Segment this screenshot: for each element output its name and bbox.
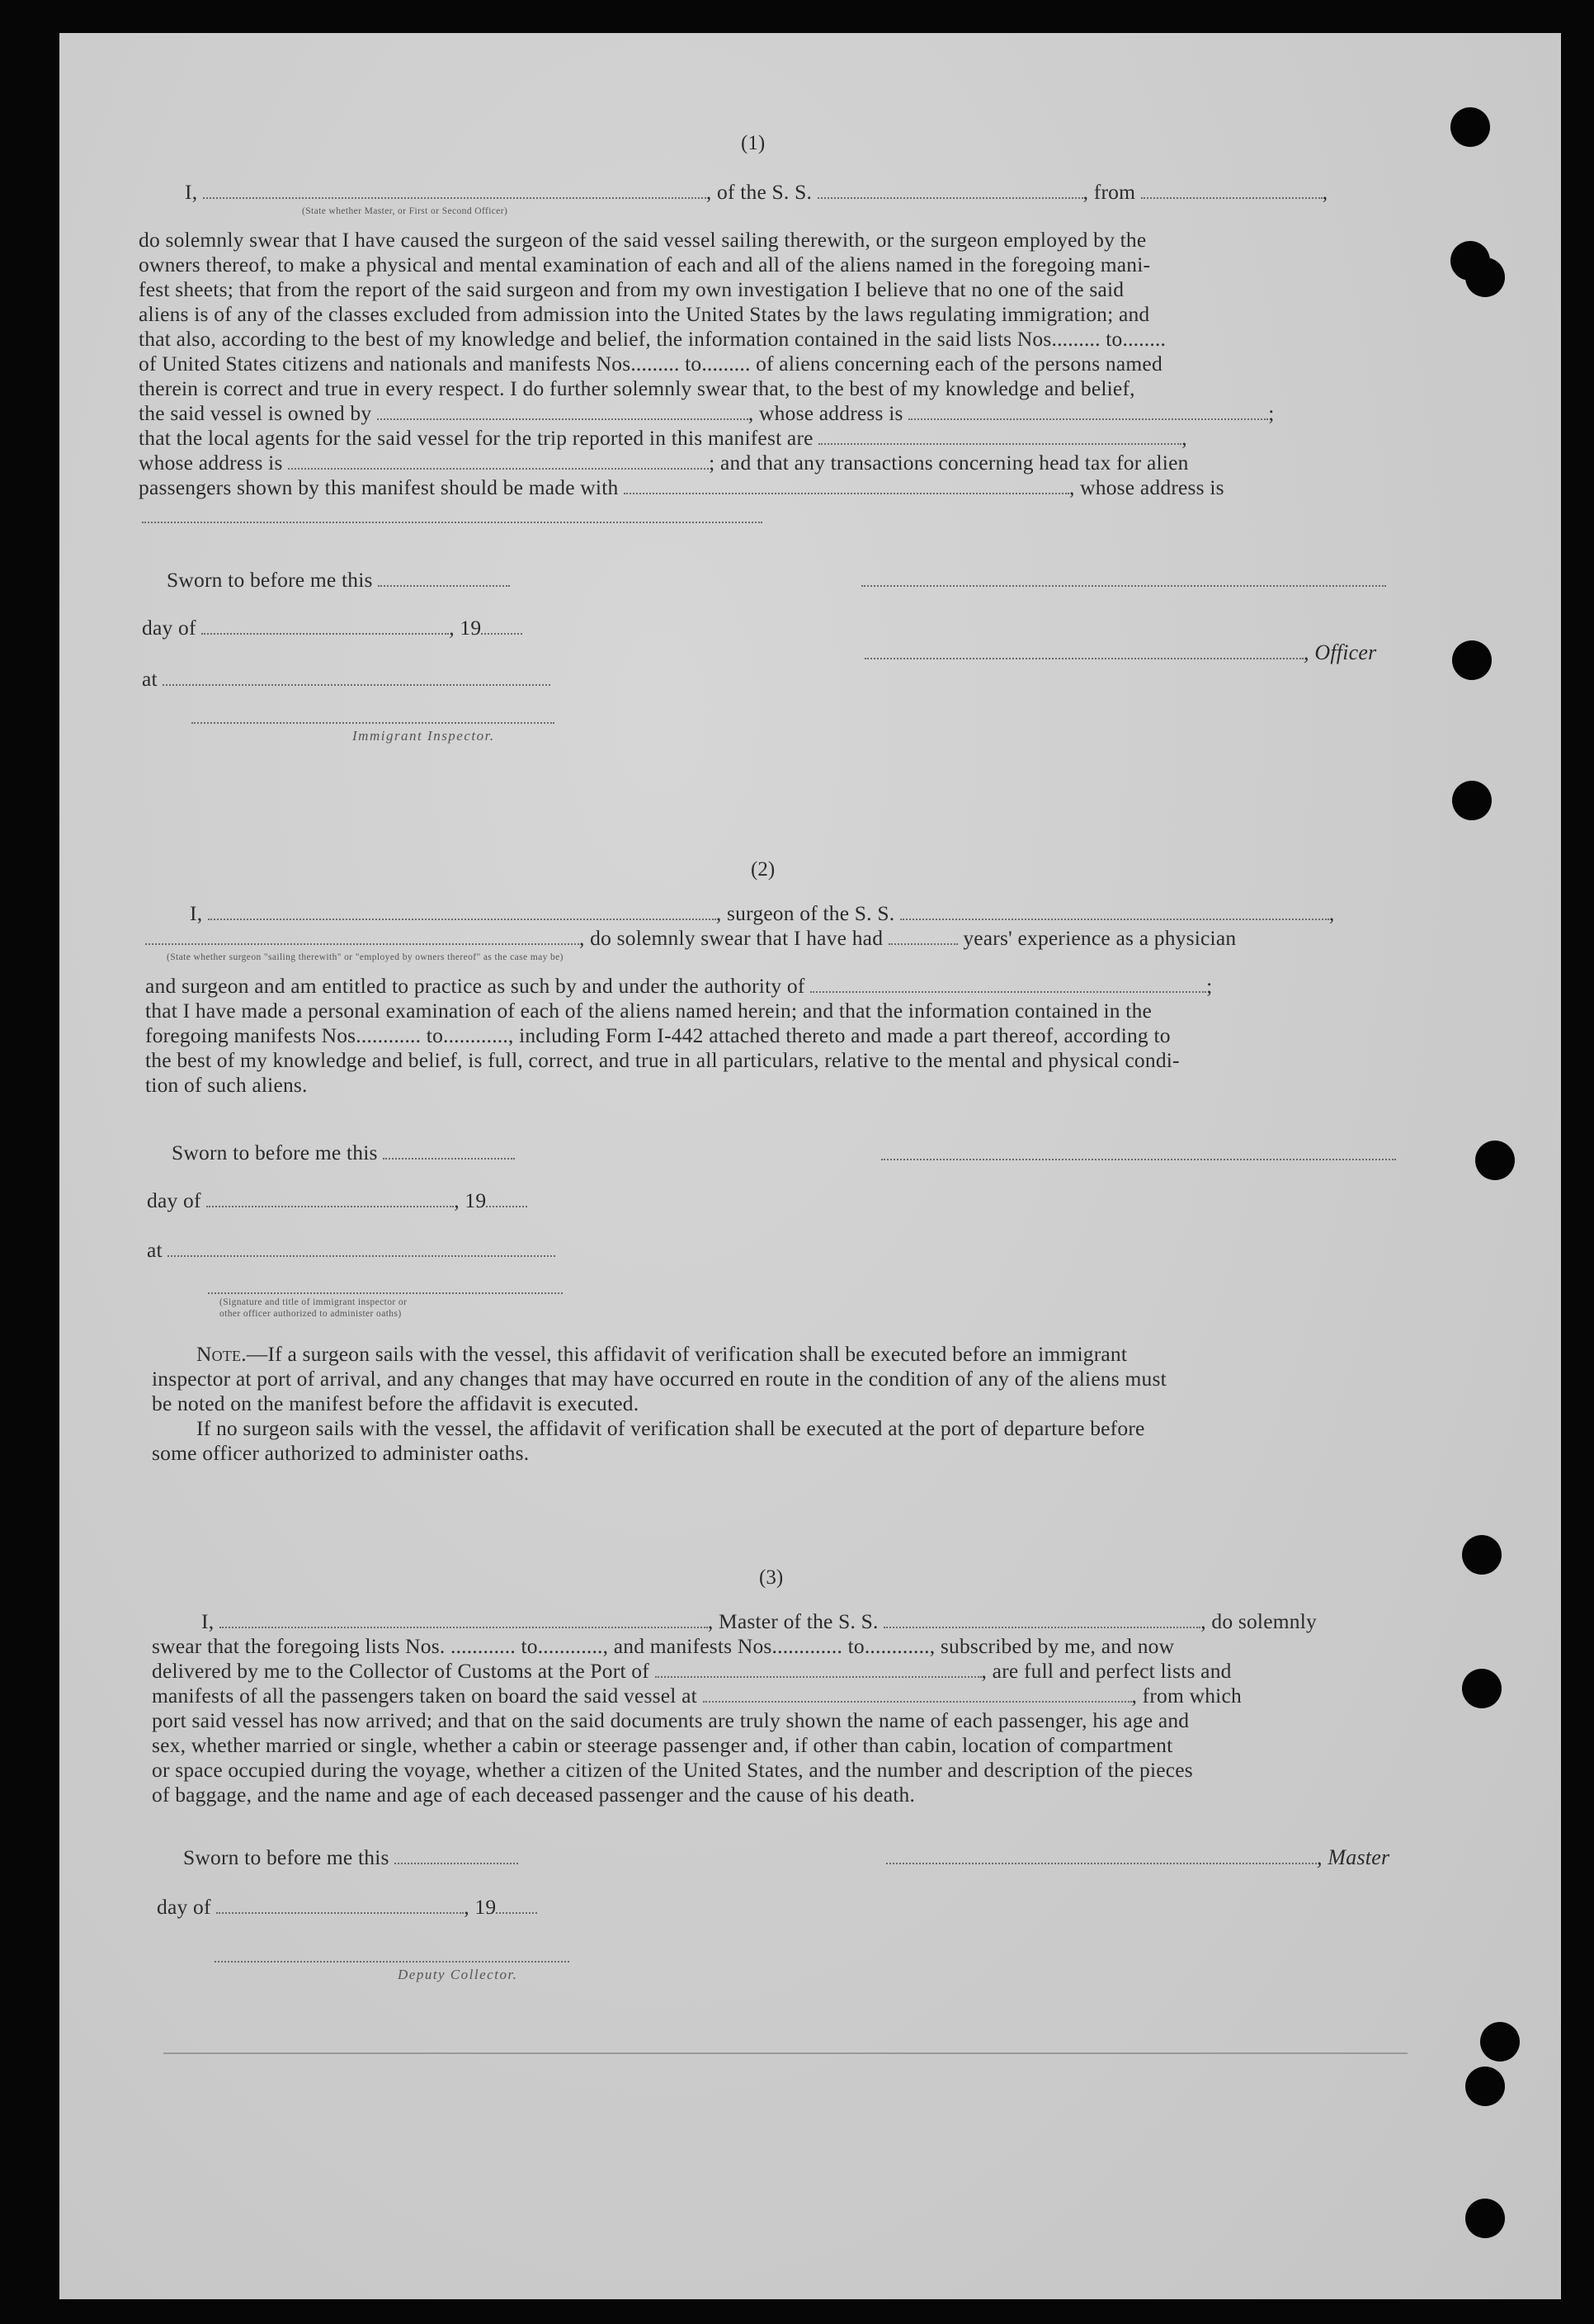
s1-rank-caption: (State whether Master, or First or Second Officer) [302,206,508,216]
s1-agents-row: that the local agents for the said vessel for the trip reported in this manifest are , [139,426,1187,450]
s3-row-3: delivered by me to the Collector of Customs at the Port of , are full and perfect lists and [152,1659,1232,1683]
s3-line-4: of baggage, and the name and age of each deceased passenger and the cause of his death. [152,1783,916,1807]
s1-officer-signature-field[interactable] [865,643,1304,659]
s2-authority-field[interactable] [810,976,1206,993]
s1-sworn-date-field[interactable] [378,570,510,587]
s3-row-2: swear that the foregoing lists Nos. ............ to............, and manifests Nos............. to............, subscribed by me, and now [152,1634,1175,1658]
s2-sworn-row: Sworn to before me this [172,1141,515,1165]
s1-headtax-row: passengers shown by this manifest should be made with , whose address is [139,475,1224,499]
s3-master-name-field[interactable] [219,1612,708,1628]
s3-collector-caption: Deputy Collector. [398,1967,518,1982]
s3-boarding-port-field[interactable] [703,1686,1132,1703]
s2-row-1: I, , surgeon of the S. S. , [190,901,1335,925]
punch-hole [1465,2067,1505,2106]
s3-year-field[interactable] [496,1897,537,1914]
s2-authority-row: and surgeon and am entitled to practice as such by and under the authority of ; [145,974,1213,998]
s1-officer-row [865,640,1376,665]
s1-from-port-field[interactable] [1141,182,1323,199]
s2-status-caption: (State whether surgeon "sailing therewith" or "employed by owners thereof" as the case may be) [167,952,564,962]
s1-line-5: that also, according to the best of my knowledge and belief, the information contained in the said lists Nos......... to........ [139,327,1167,351]
s1-of-ss-label: , of the S. S. [705,180,813,204]
s2-ship-name-field[interactable] [900,904,1329,920]
s3-ship-name-field[interactable] [884,1612,1200,1628]
s1-day-row: day of , 19 [142,616,522,640]
s3-line-2: sex, whether married or single, whether a cabin or steerage passenger and, if other than cabin, location of compartment [152,1733,1173,1757]
s2-row-2: , do solemnly swear that I have had years' experience as a physician [145,926,1236,951]
s1-agents-field[interactable] [818,428,1181,445]
s2-year-field[interactable] [486,1191,527,1207]
form-sheet [59,33,1561,2299]
s3-line-1: port said vessel has now arrived; and that on the said documents are truly shown the name of each passenger, his age and [152,1708,1190,1732]
s2-at-place-field[interactable] [167,1240,555,1257]
s2-note-line-3: be noted on the manifest before the affidavit is executed. [152,1391,639,1415]
s1-inspector-signature-field[interactable] [191,720,554,724]
punch-hole [1452,781,1492,820]
s1-headtax-address-field[interactable] [142,520,762,523]
s2-month-field[interactable] [206,1191,454,1207]
s1-owner-address-field[interactable] [908,404,1268,420]
s1-line-1: do solemnly swear that I have caused the surgeon of the said vessel sailing therewith, or the surgeon employed by the [139,228,1147,252]
s1-owner-row: the said vessel is owned by , whose address is ; [139,401,1275,425]
section-1-number: (1) [741,132,766,154]
s3-port-field[interactable] [655,1661,982,1678]
punch-hole [1465,257,1505,297]
section-3-number: (3) [759,1566,784,1589]
punch-hole [1475,1141,1515,1180]
section-2-number: (2) [751,858,776,881]
s3-sworn-row: Sworn to before me this [183,1845,518,1870]
s1-month-field[interactable] [201,618,449,635]
s2-sworn-date-field[interactable] [383,1143,515,1160]
s1-headtax-field[interactable] [624,478,1069,494]
s2-day-row: day of , 19 [147,1188,527,1213]
s2-note-line-1: Note.—If a surgeon sails with the vessel, this affidavit of verification shall be executed before an immigrant [196,1342,1128,1366]
s1-deponent-signature-field[interactable] [861,583,1386,587]
s3-day-row: day of , 19 [157,1895,537,1920]
punch-hole [1462,1669,1502,1708]
s1-owner-field[interactable] [377,404,748,420]
s1-agent-address-row: whose address is ; and that any transactions concerning head tax for alien [139,451,1189,475]
s1-line-7: therein is correct and true in every respect. I do further solemnly swear that, to the best of my knowledge and belief, [139,376,1135,400]
punch-hole [1465,2199,1505,2238]
s1-line-6: of United States citizens and nationals and manifests Nos......... to......... of aliens concerning each of the persons named [139,352,1162,376]
s2-at-row: at [147,1238,555,1263]
s3-line-3: or space occupied during the voyage, whether a citizen of the United States, and the number and description of the pieces [152,1758,1193,1782]
s2-surgeon-name-field[interactable] [208,904,716,920]
s1-oath-row: I, , of the S. S. , from , [185,180,1328,204]
s3-row-4: manifests of all the passengers taken on board the said vessel at , from which [152,1684,1242,1708]
s2-sailing-status-field[interactable] [145,928,579,945]
s2-years-field[interactable] [889,928,958,945]
s1-sworn-row: Sworn to before me this [167,568,510,593]
s3-master-row [886,1845,1389,1870]
s1-ship-name-field[interactable] [818,182,1083,199]
s2-line-4: tion of such aliens. [145,1073,308,1097]
s3-sworn-date-field[interactable] [394,1848,518,1864]
s3-row-1: I, , Master of the S. S. , do solemnly [201,1609,1317,1633]
s1-line-3: fest sheets; that from the report of the said surgeon and from my own investigation I believe that no one of the said [139,277,1125,301]
s2-line-1: that I have made a personal examination of each of the aliens named herein; and that the information contained in the [145,999,1153,1023]
s2-line-2: foregoing manifests Nos............ to............, including Form I-442 attached thereto and made a part thereof, according to [145,1023,1171,1047]
s2-sig-caption-2: other officer authorized to administer oaths) [219,1309,402,1319]
s1-at-row: at [142,667,550,692]
s1-at-place-field[interactable] [163,669,550,686]
s1-agent-address-field[interactable] [288,453,709,470]
punch-hole [1462,1535,1502,1575]
s2-line-3: the best of my knowledge and belief, is full, correct, and true in all particulars, relative to the mental and physical condi- [145,1048,1180,1072]
s1-line-2: owners thereof, to make a physical and mental examination of each and all of the aliens named in the foregoing mani- [139,253,1151,276]
punch-hole [1450,107,1490,147]
s2-surgeon-signature-field[interactable] [881,1157,1396,1160]
s1-line-4: aliens is of any of the classes excluded from admission into the United States by the laws regulating immigration; and [139,302,1150,326]
bottom-rule [163,2052,1408,2054]
s2-officer-signature-field[interactable] [208,1291,563,1294]
s1-officer-label: , Officer [1304,640,1377,664]
s1-from-label: , from [1082,180,1136,204]
s2-note-line-5: some officer authorized to administer oaths. [152,1441,530,1465]
s3-master-signature-field[interactable] [886,1848,1317,1864]
punch-hole [1480,2022,1520,2062]
note-label: Note. [196,1342,247,1366]
s1-year-field[interactable] [481,618,522,635]
s2-note-line-4: If no surgeon sails with the vessel, the affidavit of verification shall be executed at the port of departure before [196,1416,1145,1440]
s3-master-label: , Master [1317,1845,1390,1869]
s3-collector-signature-field[interactable] [215,1959,569,1963]
punch-hole [1452,640,1492,680]
s2-sig-caption-1: (Signature and title of immigrant inspector or [219,1297,408,1307]
s1-officer-rank-field[interactable] [203,182,706,199]
s1-inspector-caption: Immigrant Inspector. [352,728,495,744]
s2-note-line-2: inspector at port of arrival, and any changes that may have occurred en route in the condition of any of the aliens must [152,1367,1167,1391]
s3-month-field[interactable] [216,1897,464,1914]
s1-i-label: I, [185,180,198,204]
